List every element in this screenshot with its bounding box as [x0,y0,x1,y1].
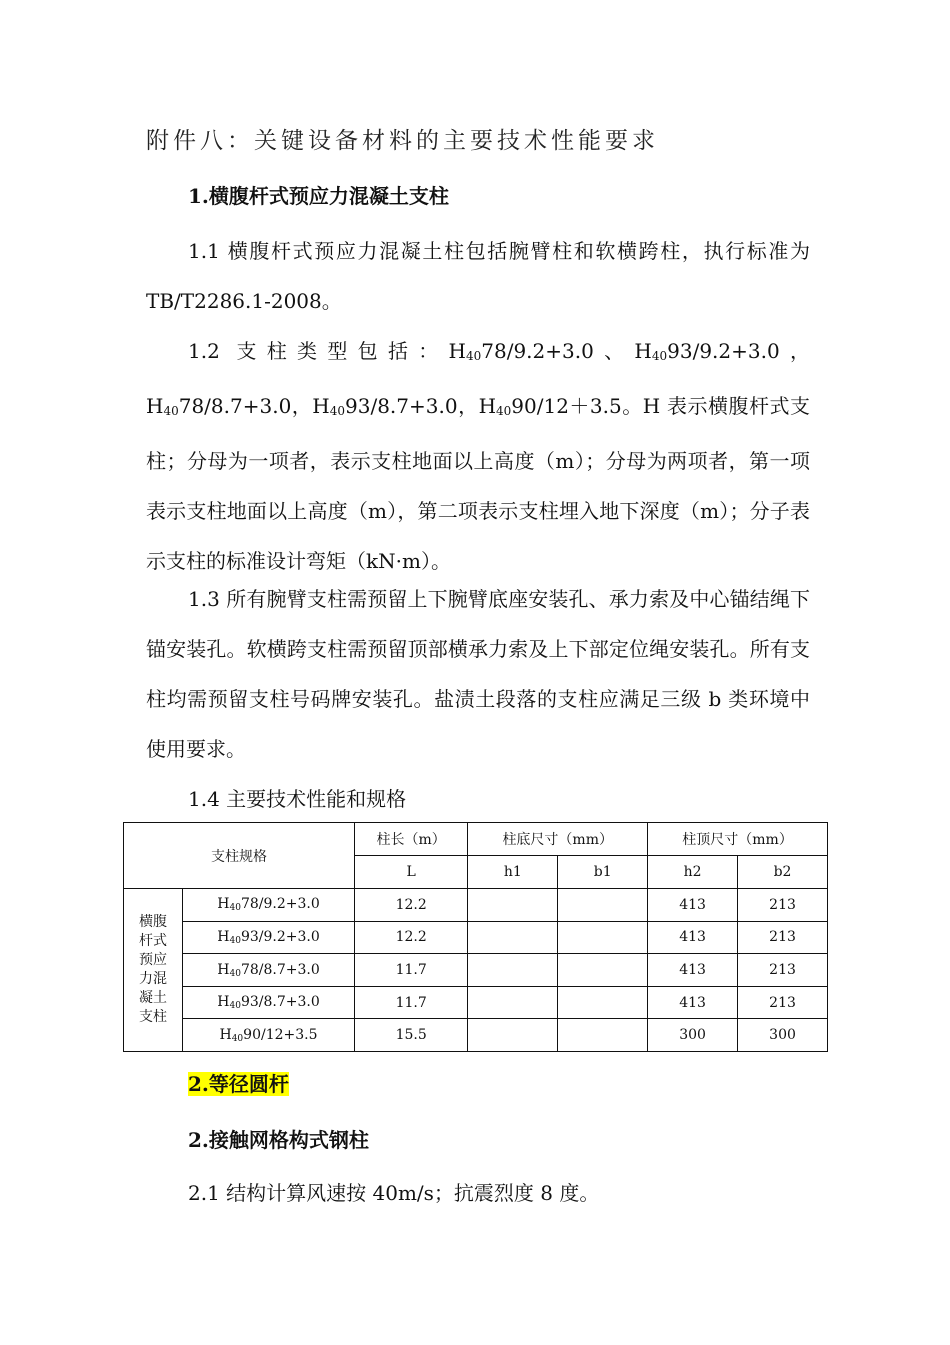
cell-h2: 413 [648,889,738,922]
spec-subscript: 40 [229,935,241,946]
spec-name-cell [183,1019,355,1052]
cell-b2: 300 [738,1019,828,1052]
spec-prefix: H [219,1026,232,1043]
cell-h1 [468,889,558,922]
p12-sub-3: 40 [163,404,179,418]
cell-h2: 413 [648,954,738,987]
paragraph-1-2 [146,326,810,586]
cell-h1 [468,921,558,954]
spec-suffix: 90/12+3.5 [243,1026,318,1043]
p12-sub-2: 40 [651,349,668,363]
cell-h2: 413 [648,986,738,1019]
cell-b2: 213 [738,986,828,1019]
paragraph-1-4: 1.4 主要技术性能和规格 [188,787,407,811]
cell-L: 12.2 [355,921,468,954]
table-row [124,954,828,987]
spec-subscript: 40 [229,968,241,979]
cell-b1 [558,889,648,922]
p12-sub-5: 40 [496,404,512,418]
subheader-h2: h2 [648,856,738,889]
subheader-b1: b1 [558,856,648,889]
spec-name-cell [183,954,355,987]
spec-subscript: 40 [229,1001,241,1012]
p12-text-5: 93/8.7+3.0，H [345,394,497,418]
spec-table [123,822,828,1052]
cell-b1 [558,954,648,987]
paragraph-2-1: 2.1 结构计算风速按 40m/s；抗震烈度 8 度。 [188,1181,600,1205]
appendix-title: 附件八：关键设备材料的主要技术性能要求 [146,128,659,154]
section-1-heading: 1.横腹杆式预应力混凝土支柱 [188,184,449,208]
length-header-cell: 柱长（m） [355,823,468,856]
spec-name-cell [183,921,355,954]
p12-sub-4: 40 [329,404,346,418]
cell-L: 11.7 [355,986,468,1019]
cell-L: 11.7 [355,954,468,987]
cell-h2: 413 [648,921,738,954]
spec-suffix: 93/9.2+3.0 [240,928,320,945]
top-header-cell: 柱顶尺寸（mm） [648,823,828,856]
spec-suffix: 93/8.7+3.0 [240,994,320,1011]
spec-prefix: H [217,961,230,978]
spec-name-cell [183,889,355,922]
spec-suffix: 78/9.2+3.0 [240,896,320,913]
paragraph-1-3: 1.3 所有腕臂支柱需预留上下腕臂底座安装孔、承力索及中心锚结绳下锚安装孔。软横跨支柱需预留顶部横承力索及上下部定位绳安装孔。所有支柱均需预留支柱号码牌安装孔。盐渍土段落的支柱应满足三级 b 类环境中使用要求。 [146,587,810,761]
paragraph-1-1: 1.1 横腹杆式预应力混凝土柱包括腕臂柱和软横跨柱，执行标准为 TB/T2286.1-2008。 [146,239,810,313]
spec-prefix: H [217,994,230,1011]
group-label-cell: 横腹 杆式 预应 力混 凝土 支柱 [124,889,183,1052]
section-2-heading-a [188,1068,289,1097]
table-row [124,921,828,954]
base-header-cell: 柱底尺寸（mm） [468,823,648,856]
subheader-h1: h1 [468,856,558,889]
cell-b1 [558,921,648,954]
p12-text-1: 1.2 支柱类型包括：H [188,339,466,363]
spec-prefix: H [217,896,230,913]
cell-L: 12.2 [355,889,468,922]
spec-prefix: H [217,928,230,945]
cell-h1 [468,954,558,987]
subheader-b2: b2 [738,856,828,889]
subheader-L: L [355,856,468,889]
cell-b2: 213 [738,954,828,987]
cell-b2: 213 [738,921,828,954]
cell-b1 [558,986,648,1019]
table-row [124,1019,828,1052]
cell-h1 [468,1019,558,1052]
spec-subscript: 40 [229,903,241,914]
cell-b2: 213 [738,889,828,922]
cell-b1 [558,1019,648,1052]
table-header-row [124,823,828,856]
highlighted-heading: 2.等径圆杆 [188,1072,289,1096]
section-2-heading-b: 2.接触网格构式钢柱 [188,1128,369,1152]
spec-subscript: 40 [231,1033,244,1044]
cell-h1 [468,986,558,1019]
p12-text-2: 78/9.2+3.0、H [481,339,652,363]
cell-L: 15.5 [355,1019,468,1052]
p12-text-4: 78/8.7+3.0，H [178,394,330,418]
cell-h2: 300 [648,1019,738,1052]
table-row [124,889,828,922]
p12-sub-1: 40 [465,349,482,363]
p12-text-6: 90/12＋3.5。H 表示横腹杆式支柱；分母为一项者，表示支柱地面以上高度（m）；分母为两项者，第一项表示支柱地面以上高度（m），第二项表示支柱埋入地下深度（m）；分子表示支柱的标准设计弯矩（kN·m）。 [146,394,811,573]
spec-name-cell [183,986,355,1019]
table-row [124,986,828,1019]
spec-suffix: 78/8.7+3.0 [240,961,320,978]
spec-header-cell: 支柱规格 [124,823,355,889]
p12-text-3: 93/9.2+3.0，H [146,339,810,418]
